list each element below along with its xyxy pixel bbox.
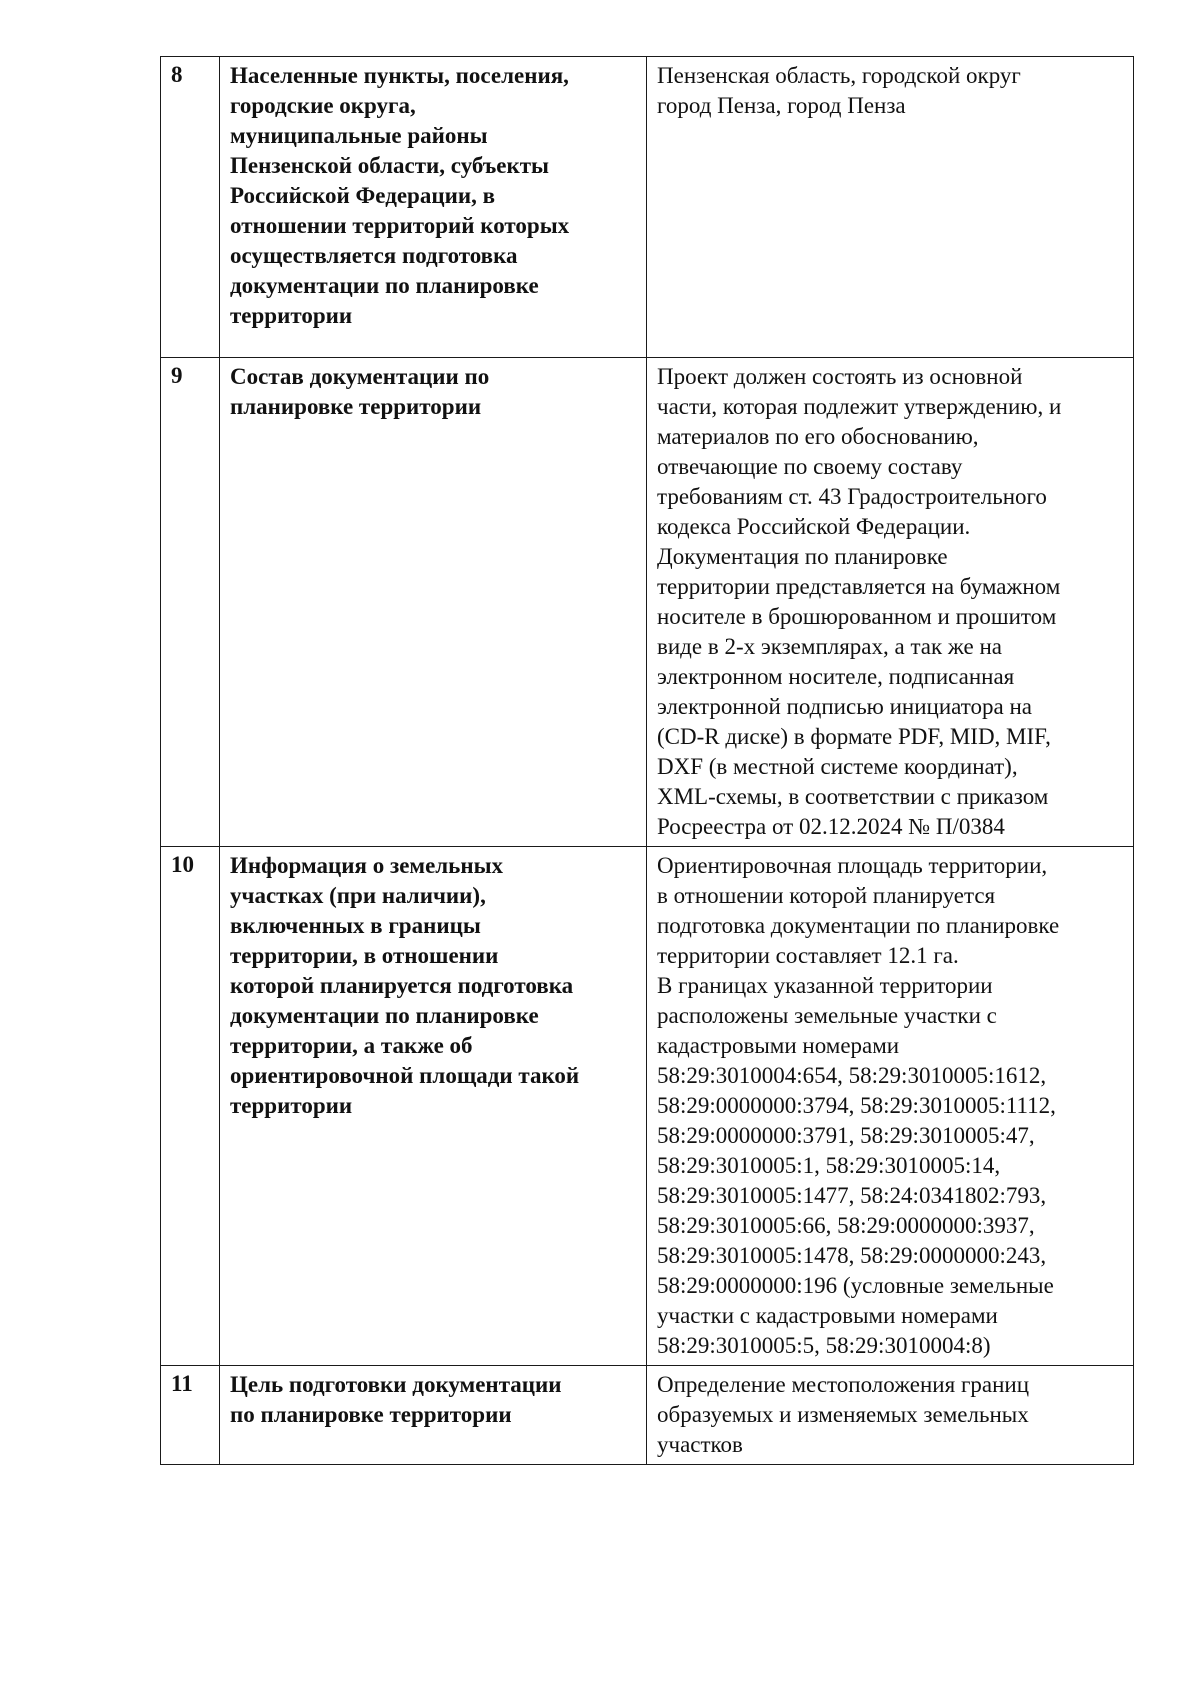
value-line: кадастровыми номерами: [657, 1033, 900, 1058]
value-line: Пензенская область, городской округ: [657, 63, 1021, 88]
label-line: территории, в отношении: [230, 943, 499, 968]
specification-table: [160, 56, 1134, 1465]
value-line: территории представляется на бумажном: [657, 574, 1061, 599]
table-row: [161, 847, 1134, 1366]
value-line: 58:29:3010004:654, 58:29:3010005:1612,: [657, 1063, 1047, 1088]
row-value: [647, 1366, 1134, 1465]
document-page: [160, 56, 1134, 1465]
value-line: город Пенза, город Пенза: [657, 93, 906, 118]
label-line: городские округа,: [230, 93, 416, 118]
value-line: 58:29:3010005:1, 58:29:3010005:14,: [657, 1153, 1001, 1178]
value-line: Определение местоположения границ: [657, 1372, 1030, 1397]
value-line: участки с кадастровыми номерами: [657, 1303, 998, 1328]
label-line: документации по планировке: [230, 1003, 539, 1028]
value-line: материалов по его обоснованию,: [657, 424, 979, 449]
row-label: [220, 847, 647, 1366]
label-line: документации по планировке: [230, 273, 539, 298]
value-line: образуемых и изменяемых земельных: [657, 1402, 1029, 1427]
value-line: Росреестра от 02.12.2024 № П/0384: [657, 814, 1005, 839]
value-line: подготовка документации по планировке: [657, 913, 1060, 938]
table-row: [161, 57, 1134, 358]
value-line: части, которая подлежит утверждению, и: [657, 394, 1062, 419]
value-line: требованиям ст. 43 Градостроительного: [657, 484, 1047, 509]
label-line: по планировке территории: [230, 1402, 512, 1427]
table-row: [161, 358, 1134, 847]
row-number: 8: [161, 57, 220, 358]
label-line: включенных в границы: [230, 913, 481, 938]
value-line: XML-схемы, в соответствии с приказом: [657, 784, 1049, 809]
label-line: Российской Федерации, в: [230, 183, 496, 208]
value-line: виде в 2-х экземплярах, а так же на: [657, 634, 1002, 659]
row-label: [220, 1366, 647, 1465]
label-line: Информация о земельных: [230, 853, 504, 878]
row-value: [647, 358, 1134, 847]
value-line: 58:29:3010005:1478, 58:29:0000000:243,: [657, 1243, 1047, 1268]
row-label: [220, 358, 647, 847]
value-line: 58:29:3010005:5, 58:29:3010004:8): [657, 1333, 991, 1358]
value-line: кодекса Российской Федерации.: [657, 514, 971, 539]
value-line: электронном носителе, подписанная: [657, 664, 1015, 689]
value-line: 58:29:3010005:66, 58:29:0000000:3937,: [657, 1213, 1035, 1238]
table-row: [161, 1366, 1134, 1465]
row-number: 10: [161, 847, 220, 1366]
value-line: В границах указанной территории: [657, 973, 993, 998]
value-line: отвечающие по своему составу: [657, 454, 963, 479]
label-line: Цель подготовки документации: [230, 1372, 562, 1397]
row-number: 11: [161, 1366, 220, 1465]
label-line: территории, а также об: [230, 1033, 473, 1058]
label-line: планировке территории: [230, 394, 482, 419]
row-number: 9: [161, 358, 220, 847]
value-line: 58:29:0000000:3791, 58:29:3010005:47,: [657, 1123, 1035, 1148]
label-line: отношении территорий которых: [230, 213, 570, 238]
row-label: [220, 57, 647, 358]
row-value: [647, 57, 1134, 358]
value-line: DXF (в местной системе координат),: [657, 754, 1018, 779]
value-line: 58:29:0000000:196 (условные земельные: [657, 1273, 1054, 1298]
label-line: Пензенской области, субъекты: [230, 153, 549, 178]
row-value: [647, 847, 1134, 1366]
label-line: муниципальные районы: [230, 123, 488, 148]
value-line: Документация по планировке: [657, 544, 948, 569]
value-line: территории составляет 12.1 га.: [657, 943, 959, 968]
value-line: носителе в брошюрованном и прошитом: [657, 604, 1057, 629]
label-line: участках (при наличии),: [230, 883, 486, 908]
label-line: ориентировочной площади такой: [230, 1063, 580, 1088]
label-line: осуществляется подготовка: [230, 243, 518, 268]
value-line: электронной подписью инициатора на: [657, 694, 1032, 719]
value-line: 58:29:0000000:3794, 58:29:3010005:1112,: [657, 1093, 1056, 1118]
value-line: (CD-R диске) в формате PDF, MID, MIF,: [657, 724, 1051, 749]
value-line: Ориентировочная площадь территории,: [657, 853, 1048, 878]
value-line: в отношении которой планируется: [657, 883, 996, 908]
value-line: участков: [657, 1432, 743, 1457]
label-line: Населенные пункты, поселения,: [230, 63, 569, 88]
value-line: Проект должен состоять из основной: [657, 364, 1023, 389]
label-line: территории: [230, 303, 353, 328]
value-line: 58:29:3010005:1477, 58:24:0341802:793,: [657, 1183, 1047, 1208]
label-line: территории: [230, 1093, 353, 1118]
value-line: расположены земельные участки с: [657, 1003, 997, 1028]
label-line: Состав документации по: [230, 364, 490, 389]
label-line: которой планируется подготовка: [230, 973, 574, 998]
